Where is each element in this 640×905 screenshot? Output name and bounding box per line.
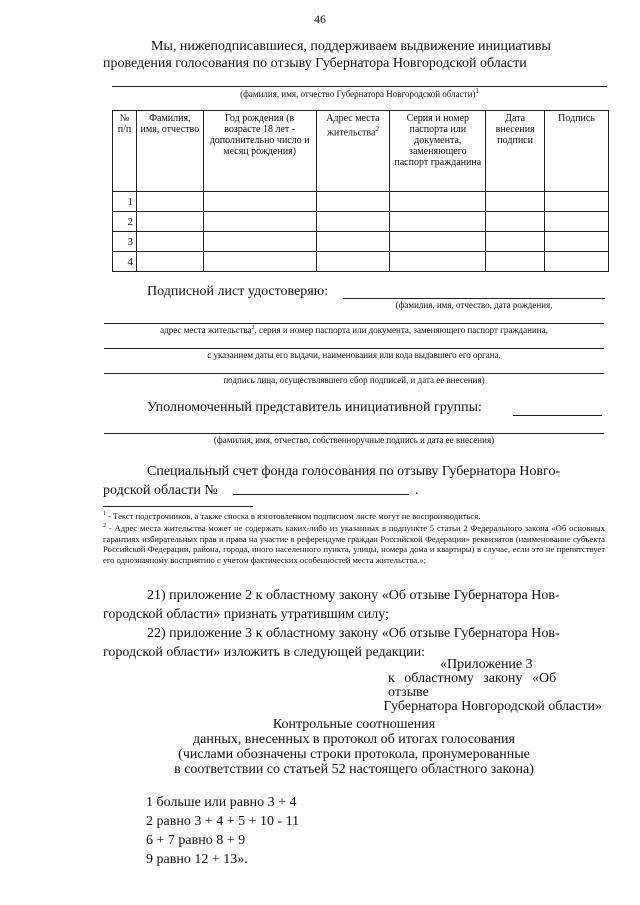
table-cell[interactable] (486, 212, 545, 232)
appendix-line-1: «Приложение 3 (440, 657, 533, 672)
table-row (113, 232, 609, 252)
row-number: 2 (113, 212, 137, 232)
row-number: 4 (113, 252, 137, 272)
table-cell[interactable] (316, 252, 390, 272)
table-row (113, 212, 609, 232)
certifier-line-2[interactable] (104, 323, 604, 324)
footnote-ref-2: 2 (251, 325, 255, 331)
table-cell[interactable] (136, 212, 203, 232)
footnote-ref-1: 1 (475, 87, 479, 95)
special-account-period: . (415, 483, 419, 498)
control-line-3: (числами обозначены строки протокола, пронумерованные (178, 747, 530, 762)
control-relations (146, 793, 299, 869)
table-cell[interactable] (203, 252, 316, 272)
relation-item: 1 больше или равно 3 + 4 (146, 795, 297, 810)
footnotes (103, 509, 605, 565)
item-22-line-2: городской области» изложить в следующей редакции: (103, 645, 425, 660)
control-line-2: данных, внесенных в протокол об итогах голосования (193, 732, 515, 747)
table-header-row (113, 111, 609, 192)
table-cell[interactable] (390, 192, 486, 212)
col-header-signature: Подпись (545, 111, 609, 192)
table-cell[interactable] (203, 192, 316, 212)
col-header-passport: Серия и номер паспорта или документа, заменяющего паспорт гражданина (390, 111, 486, 192)
col-header-birth-year: Год рождения (в возрасте 18 лет - дополнительно число и месяц рождения) (203, 111, 316, 192)
page-number: 46 (314, 12, 326, 26)
governor-name-caption (112, 87, 607, 99)
table-row (113, 192, 609, 212)
table-cell[interactable] (486, 252, 545, 272)
appendix-line-2: к областному закону «Об отзыве (388, 671, 557, 700)
special-account-line-1: Специальный счет фонда голосования по отзыву Губернатора Новго- (147, 464, 561, 479)
certification-caption-3: с указанием даты его выдачи, наименования или кода выдавшего его органа, (207, 350, 501, 360)
representative-line-short[interactable] (513, 415, 602, 416)
control-title: Контрольные соотношения (272, 717, 436, 732)
certification-caption-2b: , серия и номер паспорта или документа, заменяющего паспорт гражданина, (254, 325, 548, 335)
footnote-2-mark: 2 (103, 523, 106, 530)
table-cell[interactable] (545, 192, 609, 212)
footnote-2-text: - Адрес места жительства может не содержать каких-либо из указанных в подпункте 5 статьи 2 Федерального закона «Об основных гарантиях избирательных прав и права на участие в референдуме граждан Российской Федерации» реквизитов (наименование субъекта Российской Федерации, района, города, иного населенного пункта, улицы, номера дома и квартиры) в случае, если это не препятствует его однозначному восприятию с учетом фактических особенностей места жительства.»; (103, 523, 605, 565)
account-number-line[interactable] (233, 494, 409, 495)
col-header-address-text: Адрес места жительства (326, 113, 380, 139)
row-number: 1 (113, 192, 137, 212)
col-header-date: Дата внесения подписи (486, 111, 545, 192)
control-heading (103, 717, 605, 777)
table-cell[interactable] (390, 252, 486, 272)
certifier-line-3[interactable] (104, 348, 604, 349)
table-row (113, 252, 609, 272)
appendix-line-3: Губернатора Новгородской области» (383, 699, 602, 714)
certification-caption-2 (104, 325, 604, 335)
table-cell[interactable] (203, 232, 316, 252)
item-22-line-1: 22) приложение 3 к областному закону «Об отзыве Губернатора Нов- (147, 626, 560, 641)
certification-caption-1: (фамилия, имя, отчество, дата рождения, (395, 300, 553, 310)
intro-line-1: Мы, нижеподписавшиеся, поддерживаем выдвижение инициативы (151, 39, 551, 54)
table-cell[interactable] (545, 232, 609, 252)
intro-paragraph (103, 38, 601, 72)
representative-caption: (фамилия, имя, отчество, собственноручные подпись и дата ее внесения) (213, 435, 495, 445)
table-cell[interactable] (545, 212, 609, 232)
footnote-1 (103, 509, 605, 521)
certifier-line-4[interactable] (104, 373, 604, 374)
col-header-fio: Фамилия, имя, отчество (136, 111, 203, 192)
intro-line-2: проведения голосования по отзыву Губернатора Новгородской области (103, 56, 527, 71)
item-21-line-1: 21) приложение 2 к областному закону «Об отзыве Губернатора Нов- (147, 588, 560, 603)
relation-item: 2 равно 3 + 4 + 5 + 10 - 11 (146, 814, 300, 829)
certification-caption-4: подпись лица, осуществлявшего сбор подписей, и дата ее внесения) (223, 375, 485, 385)
relation-item: 9 равно 12 + 13». (146, 852, 248, 867)
table-cell[interactable] (136, 252, 203, 272)
footnote-ref-2: 2 (375, 125, 379, 133)
table-cell[interactable] (486, 192, 545, 212)
table-cell[interactable] (136, 192, 203, 212)
appendix-header (360, 658, 602, 714)
table-cell[interactable] (545, 252, 609, 272)
representative-label: Уполномоченный представитель инициативной группы: (147, 400, 482, 415)
table-cell[interactable] (136, 232, 203, 252)
row-number: 3 (113, 232, 137, 252)
governor-name-caption-text: (фамилия, имя, отчество Губернатора Новгородской области) (240, 89, 476, 99)
certification-label: Подписной лист удостоверяю: (147, 284, 329, 299)
certifier-line-1[interactable] (343, 298, 605, 299)
table-cell[interactable] (390, 232, 486, 252)
certification-caption-2a: адрес места жительства (160, 325, 252, 335)
footnote-2 (103, 521, 605, 565)
col-header-address (316, 111, 390, 192)
table-cell[interactable] (316, 232, 390, 252)
footnote-1-text: - Текст подстрочников, а также сноска в изготовленном подписном листе могут не воспроизводиться. (106, 510, 481, 521)
table-cell[interactable] (486, 232, 545, 252)
item-21-line-2: городской области» признать утратившим силу; (103, 607, 389, 622)
col-header-number: № п/п (113, 111, 137, 192)
table-cell[interactable] (316, 212, 390, 232)
special-account-line-2: родской области № (103, 483, 218, 498)
table-cell[interactable] (203, 212, 316, 232)
table-cell[interactable] (390, 212, 486, 232)
representative-line[interactable] (104, 433, 604, 434)
control-line-4: в соответствии со статьей 52 настоящего областного закона) (174, 762, 534, 777)
table-cell[interactable] (316, 192, 390, 212)
relation-item: 6 + 7 равно 8 + 9 (146, 833, 246, 848)
item-21 (103, 586, 605, 624)
footnote-1-mark: 1 (103, 511, 106, 517)
signatures-table (112, 110, 609, 272)
footnote-separator (103, 506, 253, 507)
